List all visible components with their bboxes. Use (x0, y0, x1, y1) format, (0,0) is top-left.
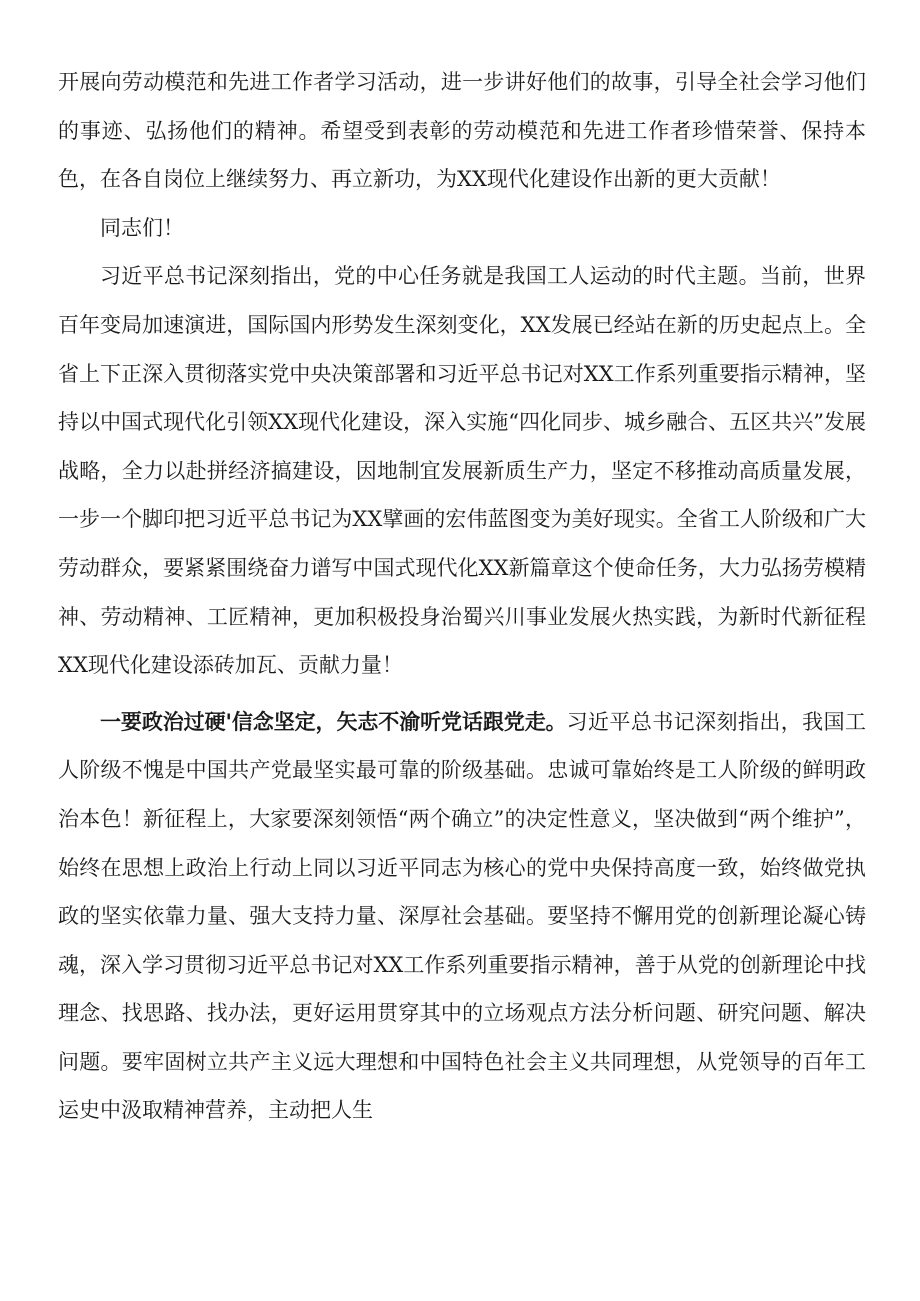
paragraph-salutation: 同志们！ (100, 215, 184, 240)
document-body (58, 58, 866, 1135)
paragraph-point-one-body: 习近平总书记深刻指出，我国工人阶级不愧是中国共产党最坚实最可靠的阶级基础。忠诚可靠始终是工人阶级的鲜明政治本色！新征程上，大家要深刻领悟“两个确立”的决定性意义，坚决做到“两个维护”，始终在思想上政治上行动上同以习近平同志为核心的党中央保持高度一致，始终做党执政的坚实依靠力量、强大支持力量、深厚社会基础。要坚持不懈用党的创新理论凝心铸魂，深入学习贯彻习近平总书记对XX工作系列重要指示精神，善于从党的创新理论中找理念、找思路、找办法，更好运用贯穿其中的立场观点方法分析问题、研究问题、解决问题。要牢固树立共产主义远大理想和中国特色社会主义共同理想，从党领导的百年工运史中汲取精神营养，主动把人生 (58, 709, 867, 1123)
paragraph-point-one (58, 698, 866, 1135)
paragraph-continuation: 开展向劳动模范和先进工作者学习活动，进一步讲好他们的故事，引导全社会学习他们的事迹、弘扬他们的精神。希望受到表彰的劳动模范和先进工作者珍惜荣誉、保持本色，在各自岗位上继续努力、再立新功，为XX现代化建设作出新的更大贡献！ (58, 70, 866, 192)
paragraph-lead-heading: 一要政治过硬'信念坚定，矢志不渝听党话跟党走。 (100, 709, 567, 734)
paragraph-main: 习近平总书记深刻指出，党的中心任务就是我国工人运动的时代主题。当前，世界百年变局加速演进，国际国内形势发生深刻变化，XX发展已经站在新的历史起点上。全省上下正深入贯彻落实党中央决策部署和习近平总书记对XX工作系列重要指示精神，坚持以中国式现代化引领XX现代化建设，深入实施“四化同步、城乡融合、五区共兴”发展战略，全力以赴拼经济搞建设，因地制宜发展新质生产力，坚定不移推动高质量发展，一步一个脚印把习近平总书记为XX擘画的宏伟蓝图变为美好现实。全省工人阶级和广大劳动群众，要紧紧围绕奋力谱写中国式现代化XX新篇章这个使命任务，大力弘扬劳模精神、劳动精神、工匠精神，更加积极投身治蜀兴川事业发展火热实践，为新时代新征程XX现代化建设添砖加瓦、贡献力量！ (58, 264, 866, 678)
